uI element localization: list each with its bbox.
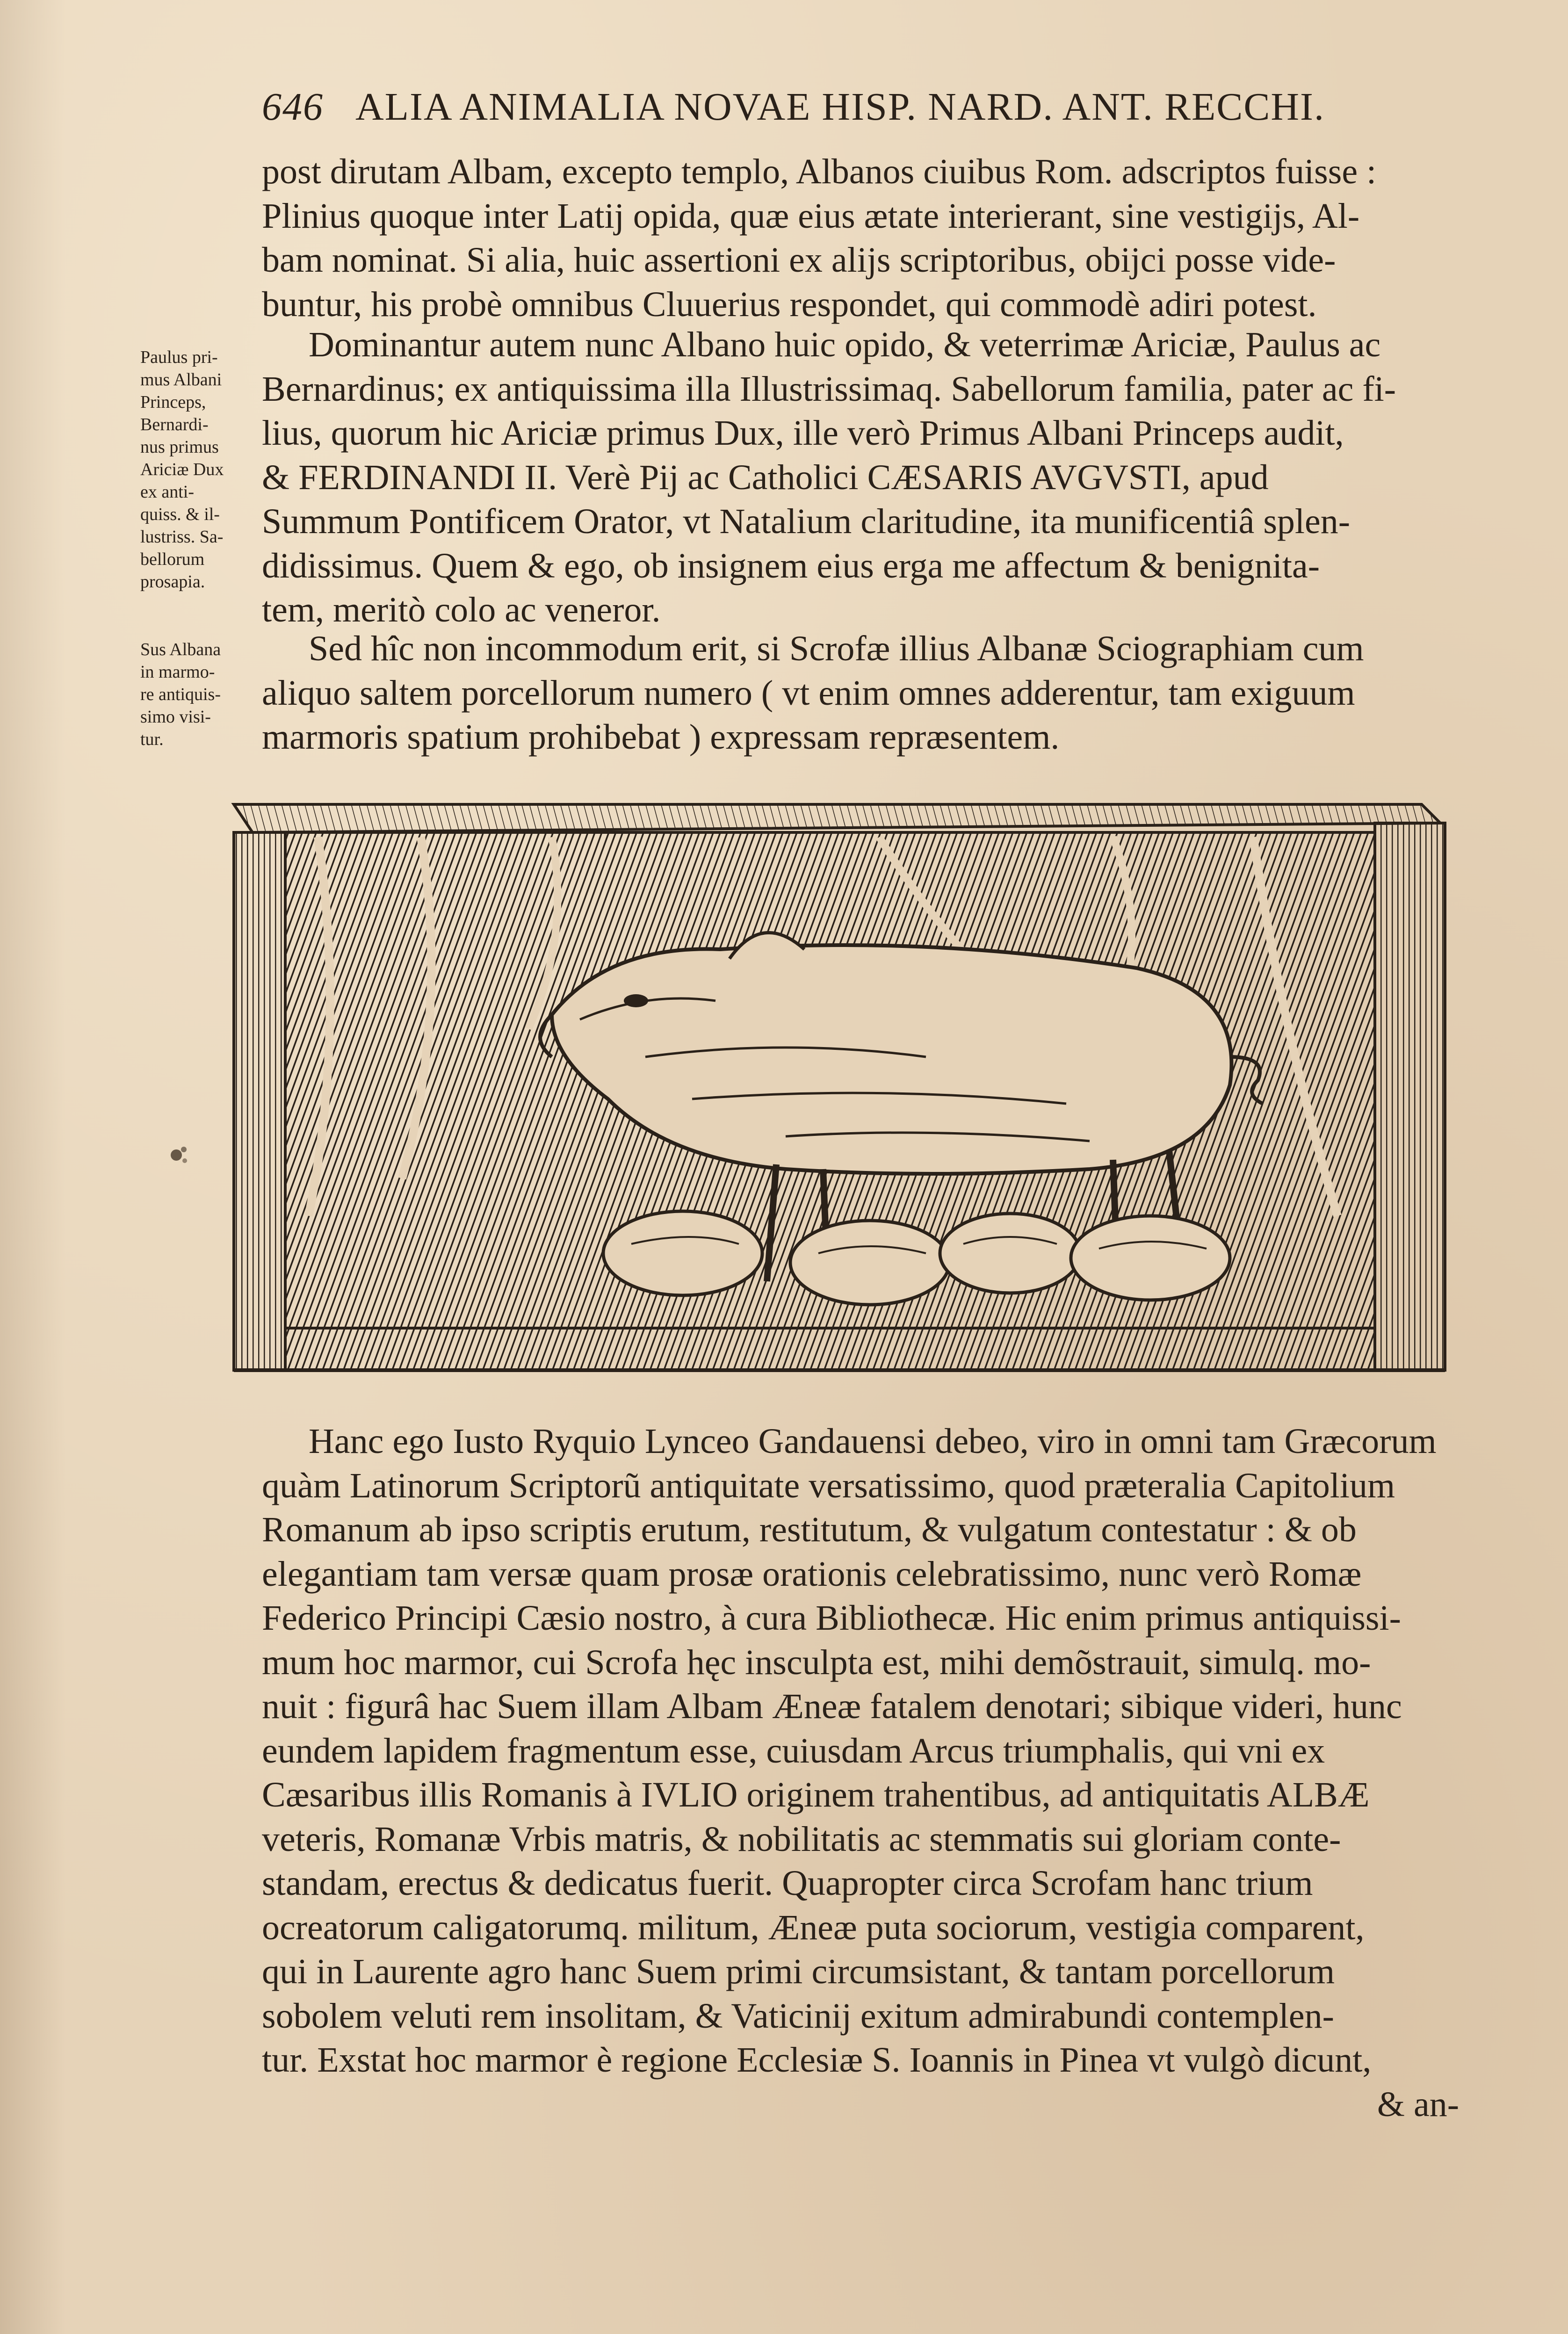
text-line: Cæsaribus illis Romanis à IVLIO originem trahentibus, ad antiquitatis ALBÆ (262, 1775, 1370, 1814)
margin-line: simo visi- (140, 707, 211, 727)
text-line: veteris, Romanæ Vrbis matris, & nobilitatis ac stemmatis sui gloriam conte- (262, 1819, 1341, 1859)
margin-line: mus Albani (140, 370, 222, 390)
text-line: Romanum ab ipso scriptis erutum, restitutum, & vulgatum contestatur : & ob (262, 1510, 1357, 1549)
text-line: quàm Latinorum Scriptorũ antiquitate versatissimo, quod præteralia Capitolium (262, 1466, 1395, 1505)
sow-relief-illustration (224, 795, 1459, 1394)
paragraph-2 (262, 323, 1459, 632)
text-line: post dirutam Albam, excepto templo, Albanos ciuibus Rom. adscriptos fuisse : (262, 152, 1377, 191)
margin-line: Bernardi- (140, 415, 209, 434)
margin-line: in marmo- (140, 662, 215, 682)
ink-smudge-mark (166, 1141, 194, 1169)
text-line: standam, erectus & dedicatus fuerit. Quapropter circa Scrofam hanc trium (262, 1864, 1313, 1903)
margin-line: Princeps, (140, 392, 206, 412)
margin-line: re antiquis- (140, 685, 221, 704)
paragraph-1 (262, 150, 1459, 326)
paragraph-3 (262, 627, 1459, 759)
margin-line: Paulus pri- (140, 347, 218, 367)
catchword: & an- (1377, 2084, 1459, 2124)
margin-line: ex anti- (140, 482, 195, 502)
margin-line: bellorum (140, 549, 205, 569)
margin-line: quiss. & il- (140, 505, 220, 524)
text-line: Summum Pontificem Orator, vt Natalium claritudine, ita munificentiâ splen- (262, 502, 1351, 541)
running-head (262, 84, 1450, 130)
text-line: bam nominat. Si alia, huic assertioni ex alijs scriptoribus, obijci posse vide- (262, 240, 1336, 280)
margin-line: prosapia. (140, 572, 205, 592)
running-title: ALIA ANIMALIA NOVAE HISP. NARD. ANT. RECCHI. (355, 85, 1325, 129)
text-line: sobolem veluti rem insolitam, & Vaticinij exitum admirabundi contemplen- (262, 1996, 1334, 2036)
text-line: & FERDINANDI II. Verè Pij ac Catholici CÆSARIS AVGVSTI, apud (262, 457, 1269, 497)
margin-line: Ariciæ Dux (140, 460, 224, 479)
text-line: Bernardinus; ex antiquissima illa Illustrissimaq. Sabellorum familia, pater ac fi- (262, 369, 1396, 409)
margin-line: nus primus (140, 437, 219, 457)
text-line: Hanc ego Iusto Ryquio Lynceo Gandauensi debeo, viro in omni tam Græcorum (309, 1422, 1437, 1461)
text-line: tem, meritò colo ac veneror. (262, 590, 661, 629)
text-line: didissimus. Quem & ego, ob insignem eius erga me affectum & benignita- (262, 546, 1320, 585)
text-line: elegantiam tam versæ quam prosæ orationis celebratissimo, nunc verò Romæ (262, 1554, 1362, 1594)
text-line: marmoris spatium prohibebat ) expressam repræsentem. (262, 717, 1060, 757)
text-line: Plinius quoque inter Latij opida, quæ eius ætate interierant, sine vestigijs, Al- (262, 196, 1360, 236)
text-line: eundem lapidem fragmentum esse, cuiusdam Arcus triumphalis, qui vni ex (262, 1731, 1325, 1770)
margin-note-2 (140, 638, 253, 751)
text-line: Sed hîc non incommodum erit, si Scrofæ illius Albanæ Sciographiam cum (309, 629, 1364, 668)
text-line: nuit : figurâ hac Suem illam Albam Æneæ fatalem denotari; sibique videri, hunc (262, 1687, 1402, 1726)
margin-line: Sus Albana (140, 640, 221, 659)
paragraph-4 (262, 1419, 1459, 2126)
text-line: Dominantur autem nunc Albano huic opido, & veterrimæ Ariciæ, Paulus ac (309, 325, 1381, 364)
margin-note-1 (140, 346, 253, 593)
text-line: Federico Principi Cæsio nostro, à cura Bibliothecæ. Hic enim primus antiquissi- (262, 1598, 1401, 1638)
margin-line: tur. (140, 730, 164, 749)
margin-line: lustriss. Sa- (140, 527, 224, 547)
text-line: buntur, his probè omnibus Cluuerius respondet, qui commodè adiri potest. (262, 284, 1317, 324)
text-line: ocreatorum caligatorumq. militum, Æneæ puta sociorum, vestigia comparent, (262, 1908, 1365, 1947)
text-line: lius, quorum hic Ariciæ primus Dux, ille verò Primus Albani Princeps audit, (262, 413, 1344, 453)
text-line: aliquo saltem porcellorum numero ( vt enim omnes adderentur, tam exiguum (262, 673, 1355, 713)
text-line: qui in Laurente agro hanc Suem primi circumsistant, & tantam porcellorum (262, 1952, 1335, 1991)
text-line: tur. Exstat hoc marmor è regione Ecclesiæ S. Ioannis in Pinea vt vulgò dicunt, (262, 2040, 1372, 2080)
page-number: 646 (262, 85, 324, 129)
text-line: mum hoc marmor, cui Scrofa hęc insculpta est, mihi demõstrauit, simulq. mo- (262, 1642, 1371, 1682)
